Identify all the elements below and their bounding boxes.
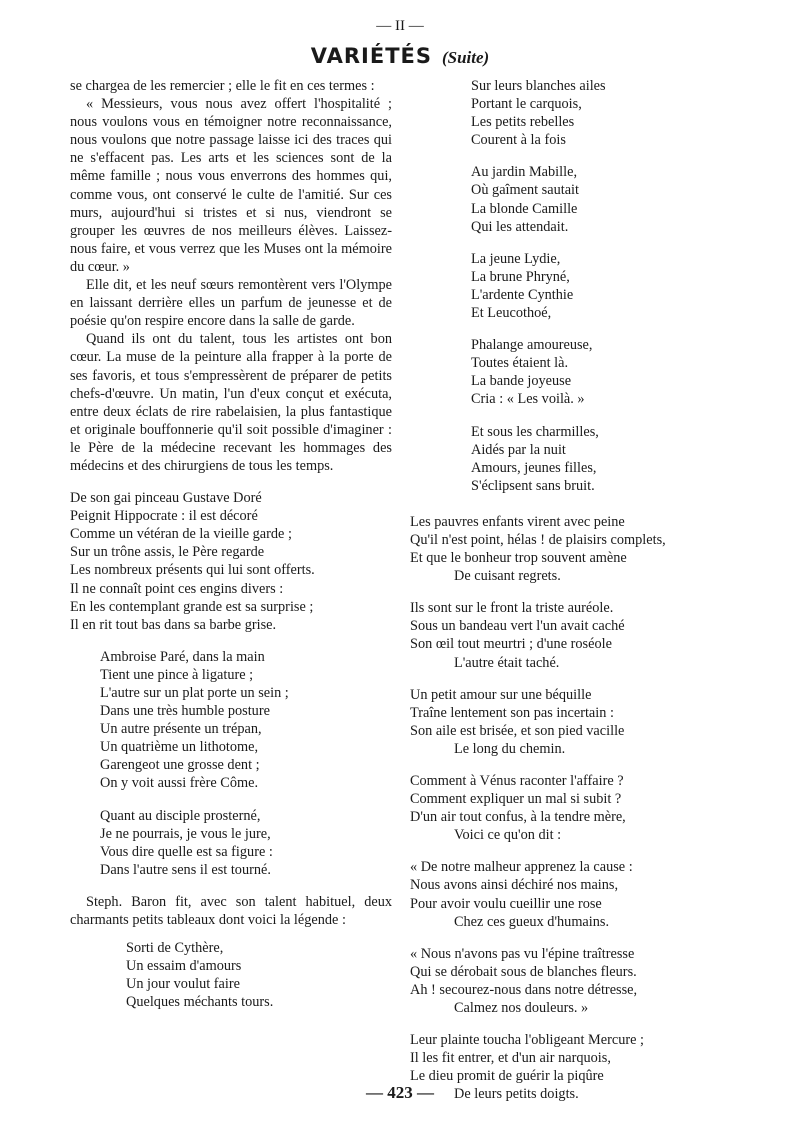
- verse-line: De son gai pinceau Gustave Doré: [70, 490, 262, 507]
- paragraph-2: « Messieurs, vous nous avez offert l'hospitalité ; nous voulons vous en témoigner notre reconnaissance, nous voulons que notre passage laisse ici des traces qui ne s'effacent pas. Les arts et les sciences sont de la même famille ; nous vous enverrons des hommes qui, comme vous, ont conservé le culte de l'amitié. Sur ces murs, aujourd'hui si tristes et si nus, viendront se grouper les œuvres de nos meilleurs élèves. Laissez-nous faire, et vous verrez que les Muses ont la mémoire du cœur. »: [70, 96, 392, 275]
- verse-line: Cria : « Les voilà. »: [471, 391, 585, 408]
- verse-line: Sur un trône assis, le Père regarde: [70, 544, 265, 561]
- verse-line: Comme un vétéran de la vieille garde ;: [70, 526, 292, 543]
- verse-line: Il ne connaît point ces engins divers :: [70, 580, 284, 597]
- verse-line: Son œil tout meurtri ; d'une roséole: [410, 636, 612, 653]
- verse-line: Tient une pince à ligature ;: [100, 666, 254, 683]
- verse-line: Un quatrième un lithotome,: [100, 739, 259, 756]
- verse-line: Traîne lentement son pas incertain :: [410, 704, 614, 721]
- verse-line: La brune Phryné,: [471, 268, 570, 285]
- verse-line: Et sous les charmilles,: [471, 423, 599, 440]
- verse-line: Courent à la fois: [471, 132, 566, 149]
- verse-line: Leur plainte toucha l'obligeant Mercure ;: [410, 1032, 645, 1049]
- verse-block-1: [70, 489, 392, 634]
- verse-line: Comment expliquer un mal si subit ?: [410, 791, 622, 808]
- verse-line: Au jardin Mabille,: [471, 164, 578, 181]
- verse-line: Vous dire quelle est sa figure :: [100, 843, 273, 860]
- paragraph-4: Quand ils ont du talent, tous les artistes ont bon cœur. La muse de la peinture alla frapper à la porte de ses favoris, et tous s'empressèrent de préparer de petits chefs-d'œuvre. Un matin, l'un d'eux conçut et exécuta, entre deux éclats de rire rabelaisien, la plus fantastique et originale bouffonnerie qu'il soit possible d'imaginer : le Père de la médecine recevant les hommages des médecins et des chirurgiens de tous les temps.: [70, 331, 392, 474]
- stanza-11: [410, 945, 710, 1017]
- verse-line: Je ne pourrais, je vous le jure,: [100, 825, 271, 842]
- stanza-3: [471, 250, 710, 322]
- verse-line: Pour avoir voulu cueillir une rose: [410, 895, 602, 912]
- paragraph-5: Steph. Baron fit, avec son talent habituel, deux charmants petits tableaux dont voici la légende :: [70, 893, 392, 929]
- verse-line: En les contemplant grande est sa surprise ;: [70, 598, 314, 615]
- verse-line: Sur leurs blanches ailes: [471, 78, 606, 94]
- title-suite: (Suite): [441, 48, 490, 67]
- stanza-9: [410, 772, 710, 844]
- verse-line: S'éclipsent sans bruit.: [471, 477, 595, 494]
- verse-line: La blonde Camille: [471, 200, 578, 217]
- verse-line: De leurs petits doigts.: [454, 1086, 579, 1103]
- verse-line: Sorti de Cythère,: [126, 940, 224, 957]
- verse-line: Toutes étaient là.: [471, 355, 569, 372]
- stanza-4: [471, 336, 710, 408]
- stanza-7: [410, 599, 710, 671]
- verse-line: Dans une très humble posture: [100, 703, 270, 720]
- verse-line: L'ardente Cynthie: [471, 286, 574, 303]
- verse-line: Quant au disciple prosterné,: [100, 807, 261, 824]
- verse-line: Peignit Hippocrate : il est décoré: [70, 508, 258, 525]
- verse-block-4: [70, 939, 392, 1011]
- verse-line: Il en rit tout bas dans sa barbe grise.: [70, 616, 277, 633]
- verse-line: Dans l'autre sens il est tourné.: [100, 861, 271, 878]
- verse-line: Qui se dérobait sous de blanches fleurs.: [410, 963, 637, 980]
- page-number: — 423 —: [366, 1083, 434, 1102]
- verse-line: Qu'il n'est point, hélas ! de plaisirs complets,: [410, 531, 666, 548]
- verse-line: Comment à Vénus raconter l'affaire ?: [410, 773, 624, 789]
- stanza-10: [410, 858, 710, 930]
- stanza-2: [471, 163, 710, 235]
- stanza-5: [471, 423, 710, 495]
- verse-line: Calmez nos douleurs. »: [454, 1000, 589, 1017]
- verse-line: « De notre malheur apprenez la cause :: [410, 859, 633, 876]
- verse-line: Garengeot une grosse dent ;: [100, 757, 260, 774]
- verse-line: Et Leucothoé,: [471, 305, 552, 322]
- verse-line: Un essaim d'amours: [126, 958, 242, 975]
- verse-line: Et que le bonheur trop souvent amène: [410, 550, 627, 567]
- section-title: [0, 44, 800, 68]
- verse-line: La bande joyeuse: [471, 373, 572, 390]
- verse-line: Son aile est brisée, et son pied vacille: [410, 722, 625, 739]
- page-header-roman-numeral: — II —: [376, 18, 424, 34]
- verse-line: Ils sont sur le front la triste auréole.: [410, 600, 614, 617]
- verse-line: Voici ce qu'on dit :: [454, 827, 562, 844]
- verse-line: On y voit aussi frère Côme.: [100, 775, 259, 792]
- verse-line: Un petit amour sur une béquille: [410, 686, 592, 703]
- verse-line: Chez ces gueux d'humains.: [454, 913, 610, 930]
- verse-line: Aidés par la nuit: [471, 441, 566, 458]
- verse-line: Phalange amoureuse,: [471, 337, 593, 354]
- verse-line: La jeune Lydie,: [471, 250, 561, 267]
- verse-line: L'autre était taché.: [454, 654, 560, 671]
- short-stanzas: [410, 77, 710, 495]
- verse-line: Sous un bandeau vert l'un avait caché: [410, 618, 625, 635]
- stanza-8: [410, 686, 710, 758]
- left-column: [70, 77, 392, 1012]
- verse-line: Un autre présente un trépan,: [100, 721, 262, 738]
- right-column: [410, 77, 710, 1104]
- paragraph-1: se chargea de les remercier ; elle le fit en ces termes :: [70, 78, 375, 94]
- verse-line: L'autre sur un plat porte un sein ;: [100, 685, 289, 701]
- verse-line: Portant le carquois,: [471, 96, 582, 113]
- verse-line: Les pauvres enfants virent avec peine: [410, 513, 625, 530]
- verse-line: Le long du chemin.: [454, 740, 566, 757]
- verse-line: Où gaîment sautait: [471, 182, 579, 199]
- verse-line: « Nous n'avons pas vu l'épine traîtresse: [410, 945, 635, 962]
- stanza-6: [410, 513, 710, 585]
- verse-line: Amours, jeunes filles,: [471, 459, 597, 476]
- verse-line: Il les fit entrer, et d'un air narquois,: [410, 1050, 611, 1067]
- verse-line: Les nombreux présents qui lui sont offerts.: [70, 562, 315, 579]
- verse-block-3: [70, 807, 392, 879]
- verse-line: Qui les attendait.: [471, 218, 569, 235]
- verse-line: Un jour voulut faire: [126, 976, 240, 993]
- verse-line: Quelques méchants tours.: [126, 994, 274, 1011]
- verse-line: Les petits rebelles: [471, 114, 575, 131]
- stanza-1: [471, 77, 710, 149]
- verse-line: Le dieu promit de guérir la piqûre: [410, 1068, 604, 1085]
- verse-block-2: [70, 648, 392, 793]
- title-varietes: VARIÉTÉS: [310, 44, 432, 68]
- verse-line: Ah ! secourez-nous dans notre détresse,: [410, 981, 638, 998]
- verse-line: Nous avons ainsi déchiré nos mains,: [410, 877, 619, 894]
- verse-line: De cuisant regrets.: [454, 568, 561, 585]
- verse-line: Ambroise Paré, dans la main: [100, 648, 265, 665]
- verse-line: D'un air tout confus, à la tendre mère,: [410, 809, 626, 826]
- paragraph-3: Elle dit, et les neuf sœurs remontèrent vers l'Olympe en laissant derrière elles un parfum de jeunesse et de poésie qu'on respire encore dans la salle de garde.: [70, 277, 392, 330]
